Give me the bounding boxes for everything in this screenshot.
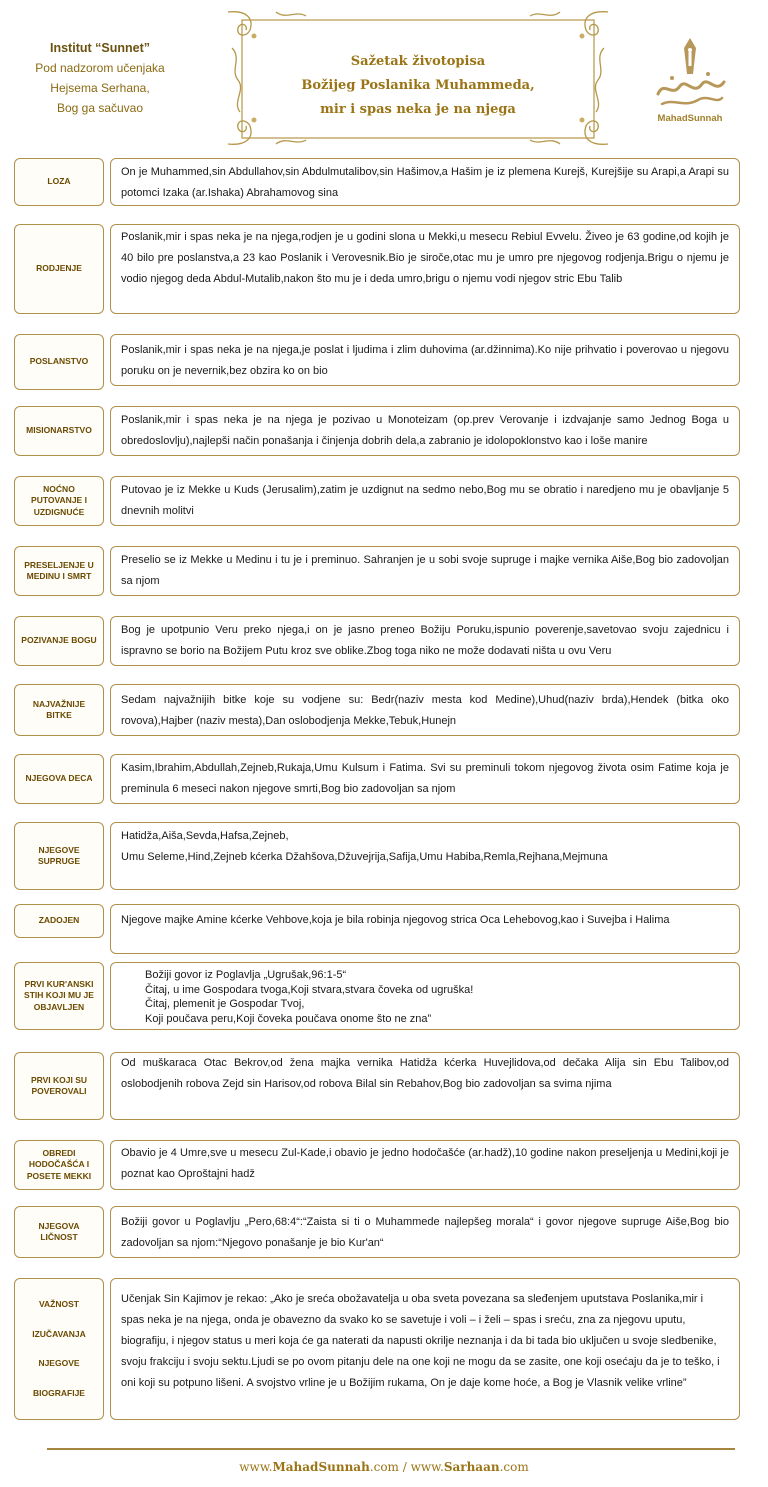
section-label-vaznost-izucavanja (14, 1278, 104, 1420)
section-content-nocno-putovanje (110, 476, 740, 526)
section-content-prvi-stih (110, 962, 740, 1030)
section-label-njegova-licnost: NJEGOVA LIČNOST (14, 1206, 104, 1258)
section-content-poslanstvo (110, 334, 740, 386)
footer-brand-1[interactable]: MahadSunnah (272, 1460, 370, 1474)
section-text: Putovao je iz Mekke u Kuds (Jerusalim),zatim je uzdignut na sedmo nebo,Bog mu se obratio i naredjeno mu je obavljanje 5 dnevnih molitvi (121, 484, 729, 517)
section-row (14, 904, 740, 954)
section-row (14, 334, 740, 390)
section-content-pozivanje-bogu (110, 616, 740, 666)
section-content-obredi (110, 1140, 740, 1190)
section-text: Poslanik,mir i spas neka je na njega,rodjen je u godini slona u Mekki,u mesecu Rebiul Evvelu. Živeo je 63 godine,od kojih je 40 bilo pre poslanstva,a 23 kao Poslanik i Verovesnik.Bio je siroče,otac mu je umro pre njegovog rodjenja.Brigu o njemu je vodio njegog deda Abdul-Mutalib,nakon što mu je i deda umro,brigu o njemu vodi njegov stric Ebu Talib (121, 231, 729, 285)
section-content-zadojen (110, 904, 740, 954)
section-text: Preselio se iz Mekke u Medinu i tu je i preminuo. Sahranjen je u sobi svoje supruge i majke vernika Aiše,Bog bio zadovoljan sa njom (121, 554, 729, 587)
pen-logo-icon (650, 34, 730, 112)
section-label-loza: LOZA (14, 158, 104, 206)
section-text-line: Hatidža,Aiša,Sevda,Hafsa,Zejneb, (121, 830, 289, 842)
section-label-najvaznije-bitke: NAJVAŽNIJE BITKE (14, 684, 104, 736)
section-label-misionarstvo: MISIONARSTVO (14, 406, 104, 456)
section-text: Njegove majke Amine kćerke Vehbove,koja je bila robinja njegovog strica Oca Lehebovog,kao i Suvejba i Halima (121, 914, 670, 926)
section-row (14, 406, 740, 456)
verse-line: Čitaj, plemenit je Gospodar Tvoj, (145, 998, 305, 1010)
footer-suffix-2: .com (499, 1460, 529, 1474)
footer-brand-2[interactable]: Sarhaan (443, 1460, 500, 1474)
footer-suffix-1: .com / www. (369, 1460, 444, 1474)
institute-block (20, 38, 180, 118)
section-label-prvi-koji-su-poverovali: PRVI KOJI SU POVEROVALI (14, 1052, 104, 1120)
section-text: Učenjak Sin Kajimov je rekao: „Ako je sreća obožavatelja u oba sveta povezana sa slеđenjem uputstava Poslanika,mir i spas neka je na njega, onda je obavezno da svako ko se savetuje i voli – i želi – spas i sreću, zna za njegovu uputu, biografiju, i njegov status u meri koja će ga naterati da napusti okrilje neznanja i da bi tada bio uključen u svoje sledbenike, svoju frakciju i svoju sektu.Ljudi se po ovom pitanju dele na one koji ne mogu da se zasite, one koji osećaju da je to teško, i oni koji su potpuno lišeni. A svojstvo vrline je u Božijim rukama, On je daje kome hoće, a Bog je Vlasnik velike vrline” (121, 1293, 720, 1389)
label-word: NJEGOVE (38, 1358, 80, 1368)
section-row (14, 616, 740, 666)
section-label-preseljenje: PRESELJENJE U MEDINU I SMRT (14, 546, 104, 596)
section-label-njegova-deca: NJEGOVA DECA (14, 754, 104, 804)
section-content-vaznost-izucavanja (110, 1278, 740, 1420)
section-content-loza (110, 158, 740, 206)
section-text: Od muškaraca Otac Bekrov,od žena majka vernika Hatidža kćerka Huvejlidova,od dečaka Alija sin Ebu Talibov,od oslobodjenih robova Zejd sin Harisov,od robova Bilal sin Rebahov,Bog bio zadovoljan sa svima njima (121, 1057, 729, 1090)
institute-scholar: Hejsema Serhana, (50, 81, 150, 95)
section-label-nocno-putovanje: NOĆNO PUTOVANJE I UZDIGNUĆE (14, 476, 104, 526)
institute-blessing: Bog ga sačuvao (56, 101, 144, 115)
section-row (14, 1052, 740, 1120)
section-text: Bog je upotpunio Veru preko njega,i on je jasno preneo Božiju Poruku,ispunio poverenje,savetovao svoju zajednicu i ispravno se borio na Božijem Putu kroz sve oblike.Zbog toga niko ne može dodavati ništa u ovu Veru (121, 624, 729, 657)
section-label-poslanstvo: POSLANSTVO (14, 334, 104, 390)
section-text: On je Muhammed,sin Abdullahov,sin Abdulmutalibov,sin Hašimov,a Hašim je iz plemena Kurejš, Kurejšije su Arapi,a Arapi su potomci Izaka (ar.Ishaka) Abrahamovog sina (121, 166, 729, 199)
section-row (14, 962, 740, 1030)
section-row (14, 1140, 740, 1190)
footer-divider (47, 1448, 735, 1450)
section-content-njegova-licnost (110, 1206, 740, 1258)
section-label-pozivanje-bogu: POZIVANJE BOGU (14, 616, 104, 666)
section-label-obredi: OBREDI HODOČAŠĆA I POSETE MEKKI (14, 1140, 104, 1190)
section-row (14, 1278, 740, 1420)
footer-prefix-1: www. (239, 1460, 273, 1474)
section-content-njegove-supruge (110, 822, 740, 890)
section-row (14, 158, 740, 206)
section-text: Obavio je 4 Umre,sve u mesecu Zul-Kade,i obavio je jedno hodočašće (ar.hadž),10 godine nakon preseljenja u Medini,koji je poznat kao Oproštajni hadž (121, 1147, 729, 1180)
section-row (14, 1206, 740, 1258)
section-row (14, 546, 740, 596)
section-content-misionarstvo (110, 406, 740, 456)
institute-supervision: Pod nadzorom učenjaka (35, 61, 165, 75)
institute-name: Institut “Sunnet” (50, 41, 150, 55)
label-word: VAŽNOST (39, 1299, 79, 1309)
verse-line: Božiji govor iz Poglavlja „Ugrušak,96:1-5“ (145, 969, 347, 981)
verse-line: Čitaj, u ime Gospodara tvoga,Koji stvara,stvara čoveka od ugruška! (145, 983, 474, 996)
section-row (14, 822, 740, 890)
title-frame (226, 8, 610, 148)
section-text-line: Umu Seleme,Hind,Zejneb kćerka Džahšova,Džuvejrija,Safija,Umu Habiba,Remla,Rejhana,Mejmuna (121, 851, 608, 863)
section-content-najvaznije-bitke (110, 684, 740, 736)
section-content-njegova-deca (110, 754, 740, 804)
section-content-prvi-koji-su-poverovali (110, 1052, 740, 1120)
section-label-prvi-stih: PRVI KUR'ANSKI STIH KOJI MU JE OBJAVLJEN (14, 962, 104, 1030)
label-word: IZUČAVANJA (32, 1328, 86, 1339)
verse-line: Koji poučava peru,Koji čoveka poučava onome što ne zna” (145, 1012, 432, 1025)
mahadsunnah-logo (640, 34, 740, 134)
section-text: Kasim,Ibrahim,Abdullah,Zejneb,Rukaja,Umu Kulsum i Fatima. Svi su preminuli tokom njegovog života osim Fatime koja je preminula 6 meseci nakon njegove smrti,Bog bio zadovoljan sa njom (121, 762, 729, 795)
section-label-zadojen: ZADOJEN (14, 904, 104, 938)
section-row (14, 684, 740, 736)
section-text: Poslanik,mir i spas neka je na njega,je poslat i ljudima i zlim duhovima (ar.džinnima).Ko nije prihvatio i poverovao u njegovu poruku on je nevernik,bez obzira ko on bio (121, 344, 729, 377)
section-text: Sedam najvažnijih bitke koje su vodjene su: Bedr(naziv mesta kod Medine),Uhud(naziv brda),Hendek (bitka oko rovova),Hajber (naziv mesta),Dan oslobodjenja Mekke,Tebuk,Hunejn (121, 694, 729, 727)
title-line-2: Božijeg Poslanika Muhammeda, (301, 78, 535, 93)
section-content-preseljenje (110, 546, 740, 596)
footer-links (0, 1460, 768, 1474)
section-content-rodjenje (110, 224, 740, 314)
logo-text: MahadSunnah (657, 113, 723, 124)
section-label-rodjenje: RODJENJE (14, 224, 104, 314)
document-title (226, 50, 610, 122)
section-row (14, 476, 740, 526)
section-text: Božiji govor u Poglavlju „Pero,68:4“:“Zaista si ti o Muhammede najlepšeg morala“ i govor njegove supruge Aiše,Bog bio zadovoljan sa njom:“Njegovo ponašanje je bio Kur'an“ (121, 1216, 729, 1249)
section-text: Poslanik,mir i spas neka je na njega je pozivao u Monoteizam (op.prev Verovanje i izdvajanje samo Jednog Boga u obredoslovlju),najlepši način ponašanja i činjenja dobrih dela,a zabranio je idolopoklonstvo kao i loše manire (121, 414, 729, 447)
section-row (14, 754, 740, 804)
title-line-1: Sažetak životopisa (350, 54, 486, 69)
label-word: BIOGRAFIJE (33, 1387, 85, 1398)
title-line-3: mir i spas neka je na njega (320, 102, 516, 117)
section-row (14, 224, 740, 314)
section-label-njegove-supruge: NJEGOVE SUPRUGE (14, 822, 104, 890)
